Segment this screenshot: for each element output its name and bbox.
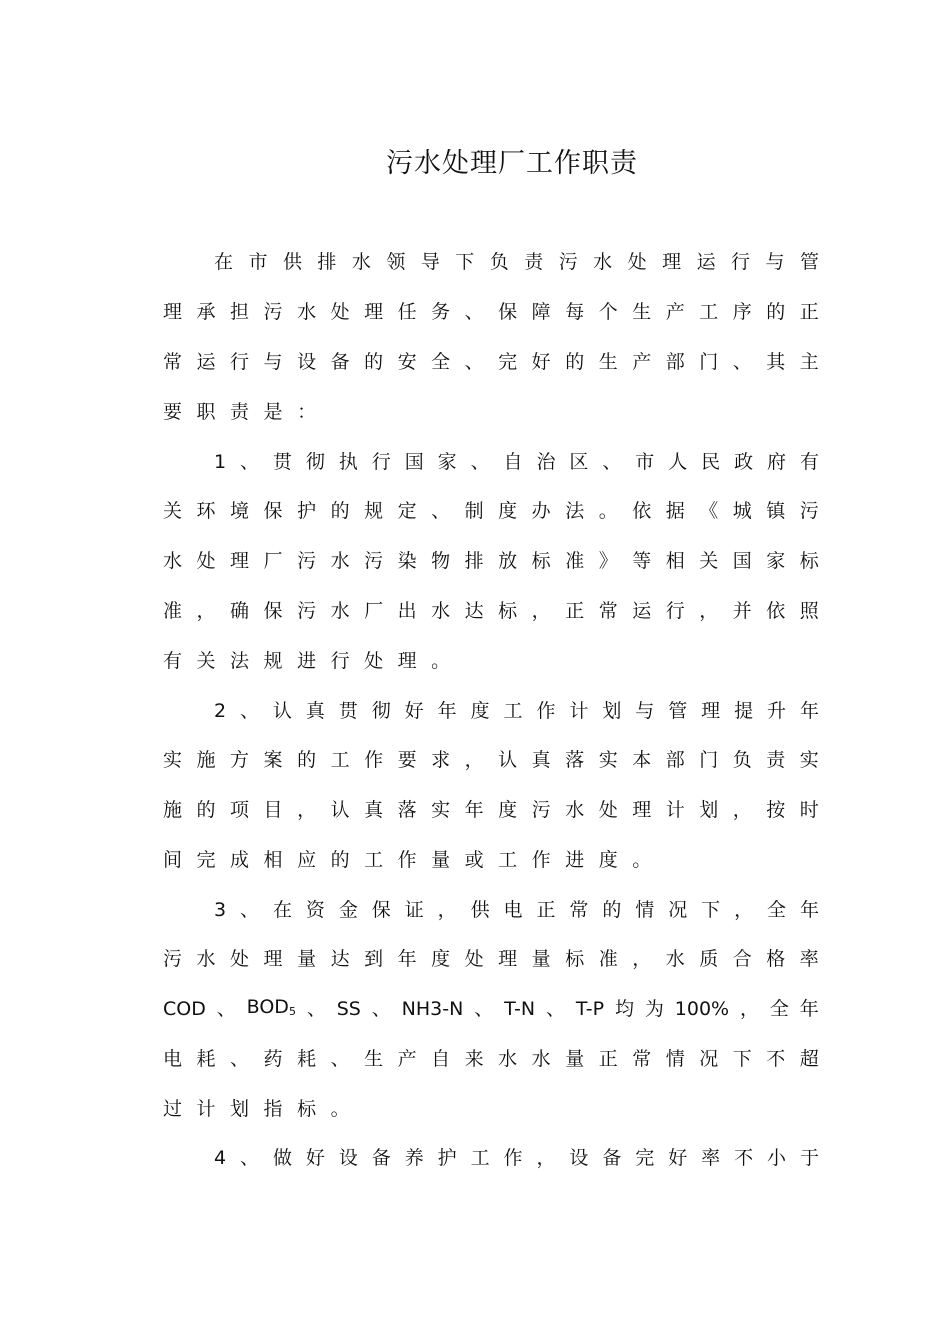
body-line: 电 耗 、 药 耗 、 生 产 自 来 水 水 量 正 常 情 况 下 不 超 bbox=[163, 1048, 819, 1070]
body-line: 常 运 行 与 设 备 的 安 全 、 完 好 的 生 产 部 门 、 其 主 bbox=[163, 351, 819, 373]
body-line: 有 关 法 规 进 行 处 理 。 bbox=[163, 650, 451, 672]
body-line: 污 水 处 理 量 达 到 年 度 处 理 量 标 准 ， 水 质 合 格 率 bbox=[163, 948, 819, 970]
body-line: 2 、 认 真 贯 彻 好 年 度 工 作 计 划 与 管 理 提 升 年 bbox=[214, 700, 819, 722]
body-line: 过 计 划 指 标 。 bbox=[163, 1098, 350, 1120]
body-line: 要 职 责 是 ： bbox=[163, 401, 317, 423]
document-title: 污水处理厂工作职责 bbox=[386, 148, 638, 179]
body-line: 间 完 成 相 应 的 工 作 量 或 工 作 进 度 。 bbox=[163, 849, 652, 871]
body-line: 关 环 境 保 护 的 规 定 、 制 度 办 法 。 依 据 《 城 镇 污 bbox=[163, 500, 819, 522]
body-line: 理 承 担 污 水 处 理 任 务 、 保 障 每 个 生 产 工 序 的 正 bbox=[163, 301, 819, 323]
body-line: 准 ， 确 保 污 水 厂 出 水 达 标 ， 正 常 运 行 ， 并 依 照 bbox=[163, 600, 819, 622]
body-line: 在 市 供 排 水 领 导 下 负 责 污 水 处 理 运 行 与 管 bbox=[214, 251, 819, 273]
body-line: 水 处 理 厂 污 水 污 染 物 排 放 标 准 》 等 相 关 国 家 标 bbox=[163, 550, 819, 572]
body-line: 3 、 在 资 金 保 证 ， 供 电 正 常 的 情 况 下 ， 全 年 bbox=[214, 899, 819, 921]
body-line: COD 、 $BOD_5$ 、 SS 、 NH3-N 、 T-N 、 T-P 均 为 100% ， 全 年 bbox=[163, 995, 819, 1020]
body-line: 施 的 项 目 ， 认 真 落 实 年 度 污 水 处 理 计 划 ， 按 时 bbox=[163, 799, 819, 821]
body-line: 1 、 贯 彻 执 行 国 家 、 自 治 区 、 市 人 民 政 府 有 bbox=[214, 451, 819, 473]
body-line: 4 、 做 好 设 备 养 护 工 作 ， 设 备 完 好 率 不 小 于 bbox=[214, 1147, 819, 1169]
body-line: 实 施 方 案 的 工 作 要 求 ， 认 真 落 实 本 部 门 负 责 实 bbox=[163, 749, 819, 771]
